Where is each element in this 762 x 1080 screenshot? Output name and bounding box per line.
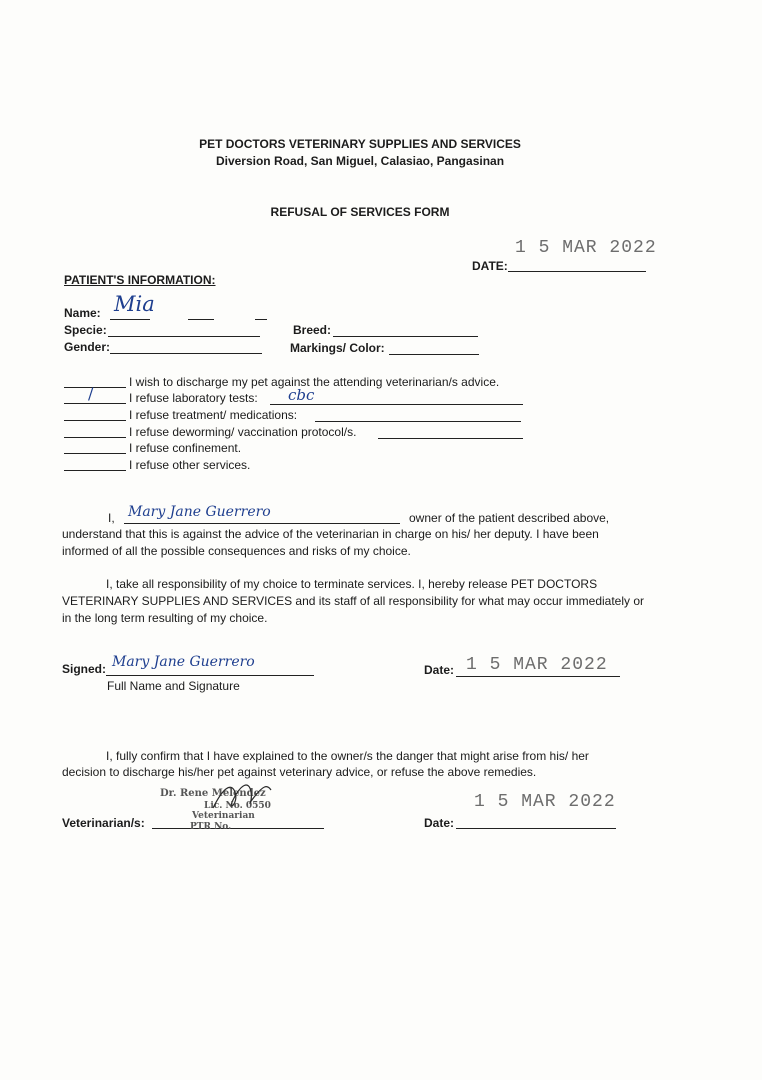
vet-stamp-title: Veterinarian — [192, 811, 255, 821]
option-text-4: I refuse deworming/ vaccination protocol/s. — [129, 425, 357, 439]
company-name: PET DOCTORS VETERINARY SUPPLIES AND SERVICES — [199, 137, 521, 151]
patient-section-title: PATIENT'S INFORMATION: — [64, 273, 216, 287]
veterinarian-signature-icon — [205, 778, 285, 818]
name-line-3 — [255, 319, 267, 320]
company-address: Diversion Road, San Miguel, Calasiao, Pangasinan — [215, 154, 505, 168]
option-text-6: I refuse other services. — [129, 458, 251, 472]
date-stamp-signed: 1 5 MAR 2022 — [466, 655, 608, 675]
owner-signature: Mary Jane Guerrero — [112, 654, 255, 670]
vet-statement-line1: I, fully confirm that I have explained to the owner/s the danger that might arise from his/ her — [106, 749, 589, 763]
date-stamp-vet: 1 5 MAR 2022 — [474, 792, 616, 812]
owner-line1-tail: owner of the patient described above, — [409, 511, 610, 525]
option-text-3: I refuse treatment/ medications: — [129, 408, 298, 422]
option-text-5: I refuse confinement. — [129, 441, 242, 455]
vet-stamp-ptr: PTR No. — [190, 822, 232, 832]
option-blank-4 — [64, 437, 126, 438]
option-fill-line-2 — [270, 404, 523, 405]
release-line1: I, take all responsibility of my choice to terminate services. I, hereby release PET DOCTORS — [106, 577, 598, 591]
vet-date-line — [456, 828, 616, 829]
release-line2: VETERINARY SUPPLIES AND SERVICES and its staff of all responsibility for what may occur immediately or — [62, 594, 645, 608]
breed-label: Breed: — [293, 323, 332, 337]
release-line3: in the long term resulting of my choice. — [62, 611, 268, 625]
signed-date-line — [456, 676, 620, 677]
vet-stamp-name: Dr. Rene Melendez — [160, 788, 266, 799]
name-label: Name: — [64, 306, 101, 320]
vet-stamp-license: Lic. No. 0550 — [204, 801, 271, 811]
signed-date-label: Date: — [424, 663, 455, 677]
date-line-top — [508, 271, 646, 272]
owner-name-line — [124, 523, 400, 524]
veterinarian-label: Veterinarian/s: — [62, 816, 145, 830]
option-blank-1 — [64, 387, 126, 388]
signed-line — [106, 675, 314, 676]
markings-line — [389, 354, 479, 355]
option-fill-2: cbc — [288, 386, 315, 404]
name-value: Mia — [114, 292, 155, 316]
owner-name: Mary Jane Guerrero — [128, 504, 271, 520]
name-line-2 — [188, 319, 214, 320]
date-label-top: DATE: — [472, 259, 508, 273]
veterinarian-line — [152, 828, 324, 829]
signed-caption: Full Name and Signature — [107, 679, 240, 693]
specie-label: Specie: — [64, 323, 107, 337]
option-blank-3 — [64, 420, 126, 421]
gender-line — [110, 353, 262, 354]
breed-line — [333, 336, 478, 337]
option-text-2: I refuse laboratory tests: — [129, 391, 258, 405]
option-blank-6 — [64, 470, 126, 471]
vet-date-label: Date: — [424, 816, 455, 830]
signed-label: Signed: — [62, 662, 106, 676]
vet-statement-line2: decision to discharge his/her pet against veterinary advice, or refuse the above remedies. — [62, 765, 537, 779]
markings-label: Markings/ Color: — [290, 341, 385, 355]
option-fill-line-3 — [315, 421, 521, 422]
option-fill-line-4 — [378, 438, 523, 439]
owner-line2: understand that this is against the advice of the veterinarian in charge on his/ her deputy. I have been — [62, 527, 599, 541]
gender-label: Gender: — [64, 340, 111, 354]
name-line — [110, 319, 150, 320]
owner-prefix: I, — [108, 511, 115, 525]
form-title: REFUSAL OF SERVICES FORM — [270, 205, 450, 219]
date-stamp-top: 1 5 MAR 2022 — [515, 238, 657, 258]
option-text-1: I wish to discharge my pet against the attending veterinarian/s advice. — [129, 375, 500, 389]
option-mark-2: / — [88, 384, 94, 403]
owner-line3: informed of all the possible consequences and risks of my choice. — [62, 544, 411, 558]
specie-line — [108, 336, 260, 337]
option-blank-2 — [64, 403, 126, 404]
option-blank-5 — [64, 453, 126, 454]
